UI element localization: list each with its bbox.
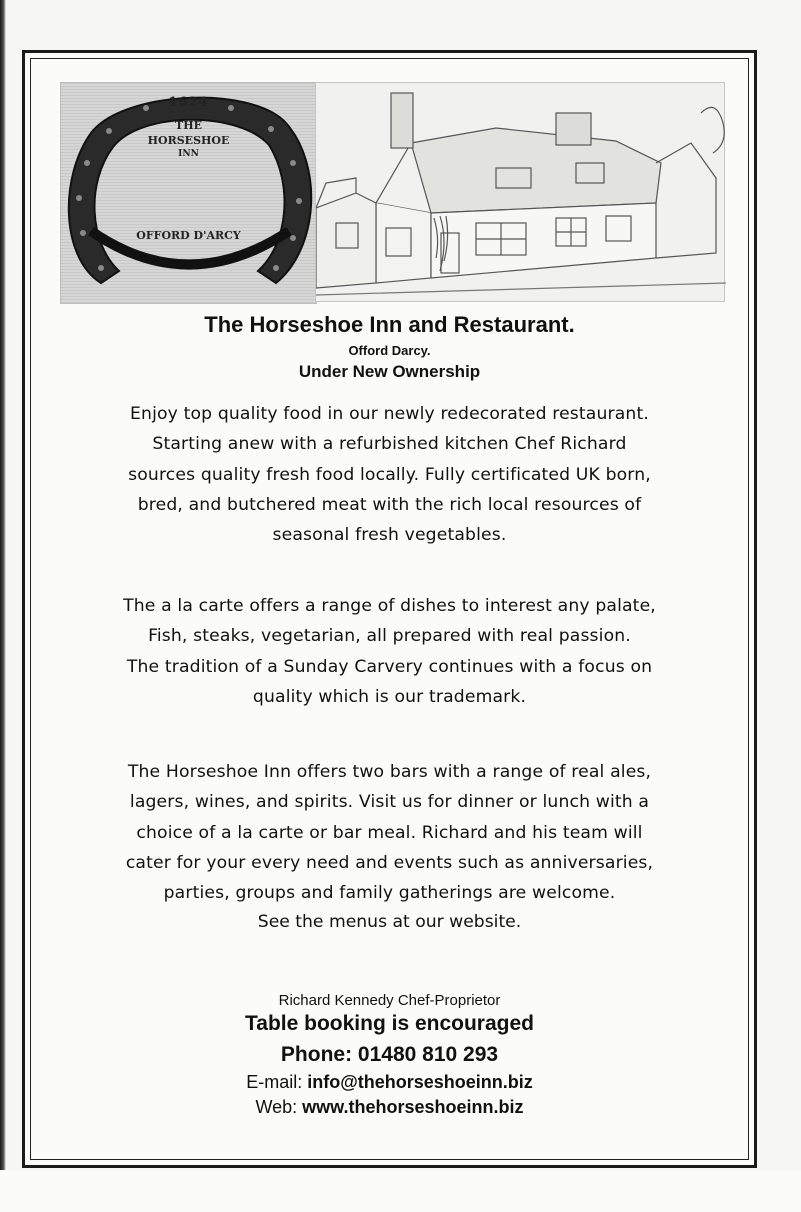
- text-line: quality which is our trademark.: [252, 686, 527, 707]
- email-label: E-mail:: [246, 1072, 308, 1092]
- emblem-place: OFFORD D'ARCY: [136, 229, 241, 242]
- web-line: [30, 1097, 749, 1118]
- chef-proprietor: Richard Kennedy Chef-Proprietor: [278, 992, 501, 1009]
- phone-number: Phone: 01480 810 293: [280, 1043, 499, 1066]
- email-address[interactable]: info@thehorseshoeinn.biz: [307, 1072, 533, 1092]
- page-bottom-margin: [0, 1170, 801, 1212]
- text-line: sources quality fresh food locally. Fully certificated UK born,: [128, 464, 651, 485]
- text-line: The a la carte offers a range of dishes to interest any palate,: [123, 596, 656, 616]
- building-drawing: [316, 83, 726, 303]
- text-line: The tradition of a Sunday Carvery continues with a focus on: [126, 656, 653, 677]
- emblem-name-line2: HORSESHOE: [147, 134, 230, 147]
- text-line: Starting anew with a refurbished kitchen Chef Richard: [152, 434, 627, 455]
- location-subtitle: Offord Darcy.: [348, 343, 431, 358]
- emblem-name-line3: INN: [178, 149, 199, 159]
- booking-note: Table booking is encouraged: [245, 1012, 534, 1035]
- text-line: The Horseshoe Inn offers two bars with a range of real ales,: [127, 762, 652, 782]
- page-edge-shadow: [0, 0, 6, 1212]
- website-link[interactable]: www.thehorseshoeinn.biz: [302, 1097, 524, 1117]
- text-line: bred, and butchered meat with the rich local resources of: [137, 494, 642, 515]
- text-line: cater for your every need and events such as anniversaries,: [125, 852, 654, 873]
- web-label: Web:: [255, 1097, 303, 1117]
- text-line: Enjoy top quality food in our newly redecorated restaurant.: [130, 404, 649, 424]
- paragraph-a-la-carte: [30, 591, 749, 712]
- menus-note: See the menus at our website.: [257, 912, 522, 932]
- page-title: The Horseshoe Inn and Restaurant.: [204, 312, 575, 337]
- paragraph-bars: [30, 757, 749, 908]
- text-line: Fish, steaks, vegetarian, all prepared with real passion.: [148, 626, 631, 647]
- emblem-name-line1: THE: [175, 119, 202, 132]
- horseshoe-icon: [61, 83, 316, 303]
- email-line: [30, 1072, 749, 1093]
- text-line: seasonal fresh vegetables.: [272, 525, 507, 546]
- inn-building-sketch: [315, 82, 725, 302]
- text-line: choice of a la carte or bar meal. Richard and his team will: [136, 822, 643, 843]
- ownership-subtitle: Under New Ownership: [298, 362, 481, 381]
- horseshoe-logo: [60, 82, 317, 304]
- emblem-year: 1624: [168, 95, 209, 110]
- text-line: lagers, wines, and spirits. Visit us for dinner or lunch with a: [129, 792, 650, 813]
- text-line: parties, groups and family gatherings are welcome.: [163, 883, 616, 904]
- paragraph-intro: [30, 399, 749, 550]
